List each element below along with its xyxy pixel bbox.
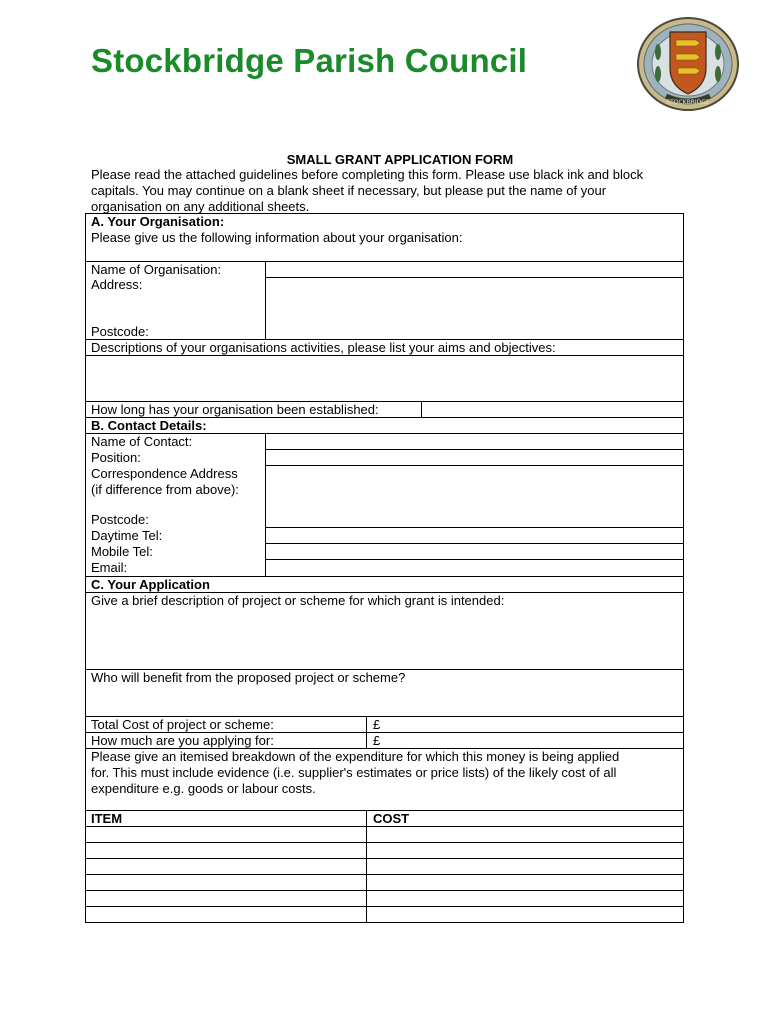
applying-label: How much are you applying for: xyxy=(91,733,274,748)
mobile-tel-label: Mobile Tel: xyxy=(91,544,153,559)
intro-line: capitals. You may continue on a blank sheet if necessary, but please put the name of your xyxy=(91,183,607,198)
correspondence-label: Correspondence Address xyxy=(91,466,238,481)
correspondence-address-field[interactable] xyxy=(267,466,683,527)
organisation-name-label: Name of Organisation: xyxy=(91,262,222,277)
project-description-label: Give a brief description of project or scheme for which grant is intended: xyxy=(91,593,505,608)
section-c-title: C. Your Application xyxy=(91,577,210,592)
item-cell[interactable] xyxy=(86,843,365,858)
item-cell[interactable] xyxy=(86,827,365,842)
contact-name-field[interactable] xyxy=(267,434,683,449)
section-a-instruction: Please give us the following information about your organisation: xyxy=(91,230,463,245)
total-cost-field[interactable] xyxy=(367,717,683,732)
applying-currency: £ xyxy=(373,733,381,748)
intro-line: Please read the attached guidelines before completing this form. Please use black ink and block xyxy=(91,167,644,182)
cost-cell[interactable] xyxy=(367,859,683,874)
established-field[interactable] xyxy=(423,402,683,417)
daytime-tel-field[interactable] xyxy=(267,528,683,543)
seal-text: STOCKBRIDGE xyxy=(666,99,710,106)
cost-cell[interactable] xyxy=(367,875,683,890)
beneficiaries-field[interactable] xyxy=(86,687,683,716)
intro-line: organisation on any additional sheets. xyxy=(91,199,310,214)
total-cost-label: Total Cost of project or scheme: xyxy=(91,717,274,732)
item-cell[interactable] xyxy=(86,859,365,874)
item-cell[interactable] xyxy=(86,907,365,922)
cost-cell[interactable] xyxy=(367,843,683,858)
activities-field[interactable] xyxy=(86,356,683,401)
project-description-field[interactable] xyxy=(86,610,683,669)
breakdown-instruction: expenditure e.g. goods or labour costs. xyxy=(91,781,316,796)
beneficiaries-label: Who will benefit from the proposed project or scheme? xyxy=(91,670,406,685)
section-a-title: A. Your Organisation: xyxy=(91,214,225,229)
established-label: How long has your organisation been established: xyxy=(91,402,379,417)
section-b-title: B. Contact Details: xyxy=(91,418,207,433)
address-label: Address: xyxy=(91,277,143,292)
total-cost-currency: £ xyxy=(373,717,381,732)
contact-postcode-label: Postcode: xyxy=(91,512,149,527)
cost-cell[interactable] xyxy=(367,891,683,906)
email-label: Email: xyxy=(91,560,128,575)
breakdown-instruction: Please give an itemised breakdown of the expenditure for which this money is being applied xyxy=(91,749,620,764)
item-cell[interactable] xyxy=(86,891,365,906)
intro-text xyxy=(91,167,706,215)
position-label: Position: xyxy=(91,450,141,465)
breakdown-instruction: for. This must include evidence (i.e. supplier's estimates or price lists) of the likely cost of all xyxy=(91,765,617,780)
position-field[interactable] xyxy=(267,450,683,465)
council-title: Stockbridge Parish Council xyxy=(91,42,528,79)
item-column-header: ITEM xyxy=(91,811,123,826)
council-seal xyxy=(636,16,740,112)
daytime-tel-label: Daytime Tel: xyxy=(91,528,163,543)
cost-cell[interactable] xyxy=(367,907,683,922)
organisation-address-field[interactable] xyxy=(267,278,683,339)
correspondence-note: (if difference from above): xyxy=(91,482,239,497)
postcode-label: Postcode: xyxy=(91,324,149,339)
cost-column-header: COST xyxy=(373,811,410,826)
cost-cell[interactable] xyxy=(367,827,683,842)
email-field[interactable] xyxy=(267,560,683,576)
form-heading: SMALL GRANT APPLICATION FORM xyxy=(286,152,514,167)
mobile-tel-field[interactable] xyxy=(267,544,683,559)
applying-amount-field[interactable] xyxy=(367,733,683,748)
contact-name-label: Name of Contact: xyxy=(91,434,193,449)
item-cell[interactable] xyxy=(86,875,365,890)
organisation-name-field[interactable] xyxy=(267,262,683,277)
activities-label: Descriptions of your organisations activities, please list your aims and objectives: xyxy=(91,340,556,355)
